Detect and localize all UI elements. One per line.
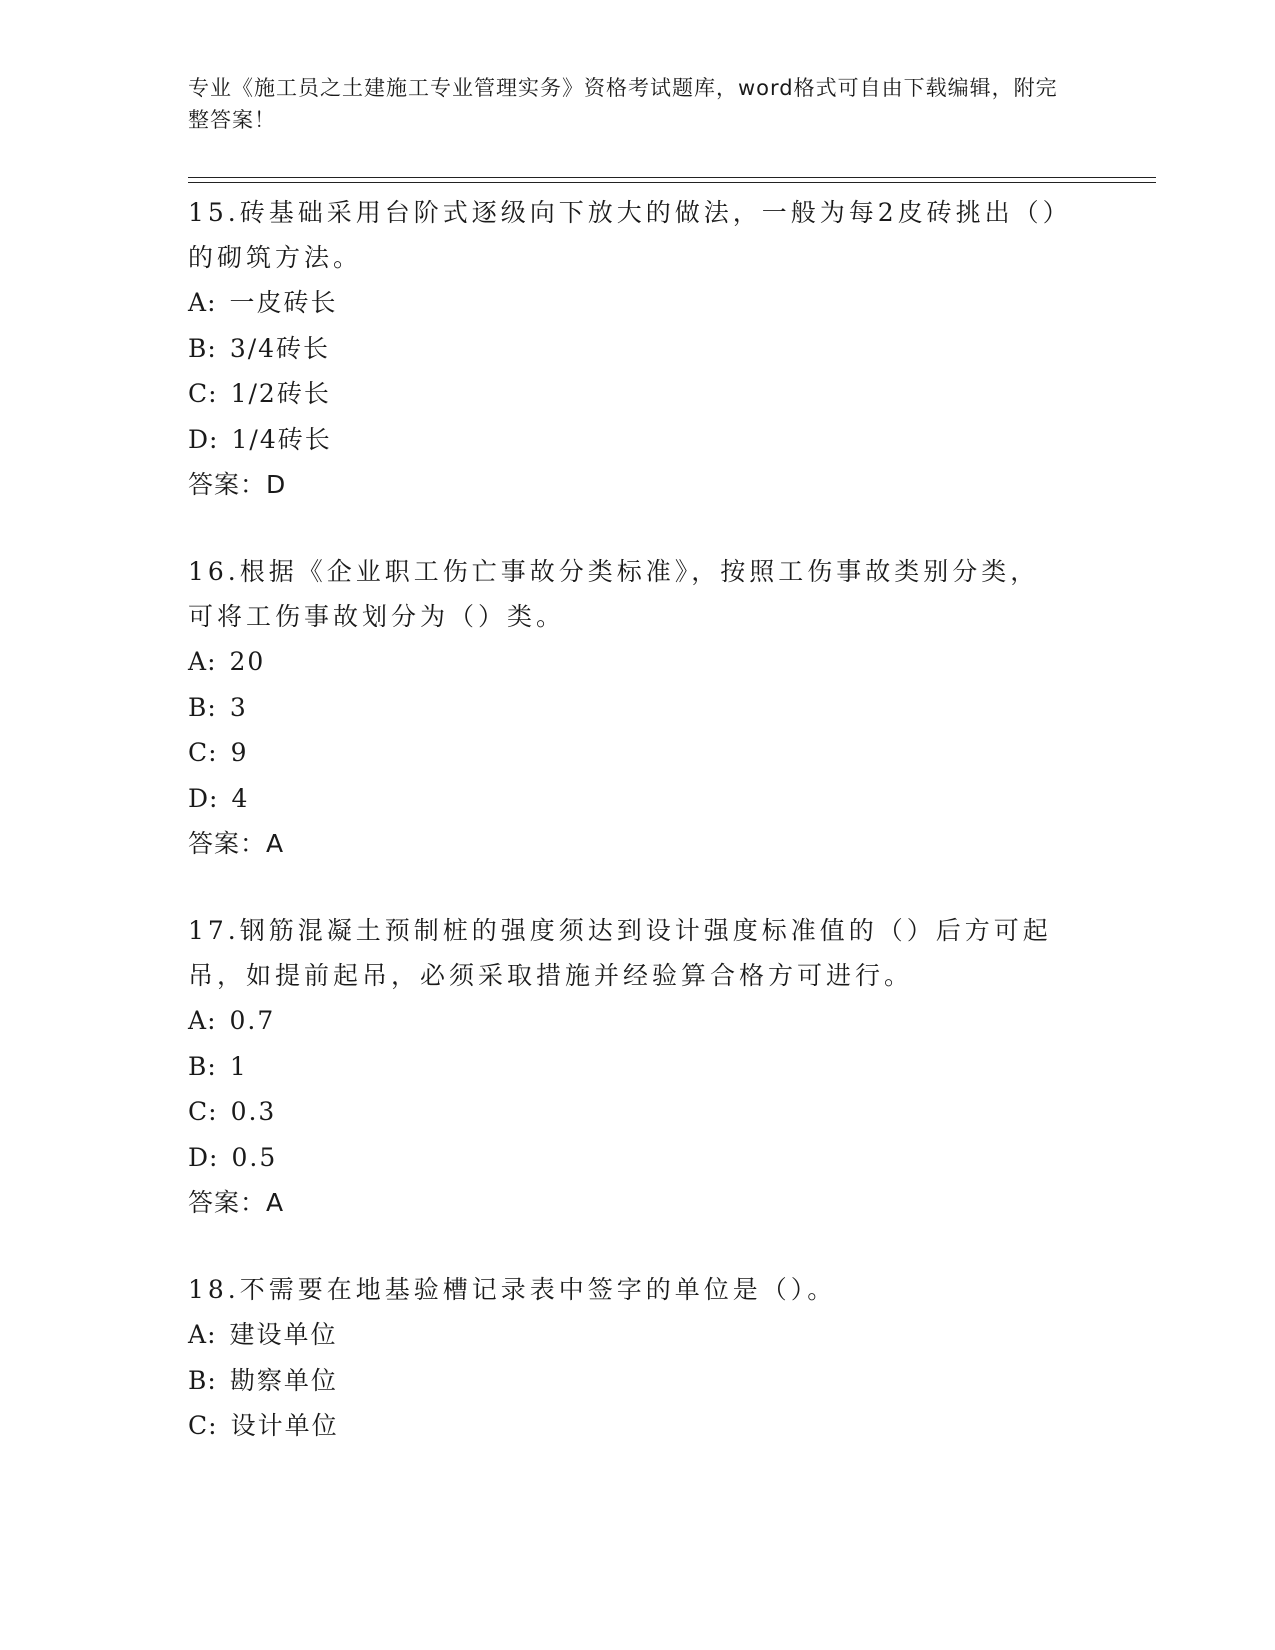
- option-d: [188, 776, 1088, 822]
- question-block: [188, 1267, 1088, 1449]
- question-spacer: [188, 1225, 1088, 1267]
- option-c: [188, 730, 1088, 776]
- option-separator: :: [207, 647, 218, 676]
- option-separator: :: [207, 1320, 218, 1349]
- option-text: 0.5: [231, 1142, 278, 1172]
- header-divider-top: [188, 177, 1156, 178]
- option-b: [188, 1358, 1088, 1404]
- option-letter: B: [188, 692, 208, 722]
- option-letter: A: [188, 1006, 208, 1035]
- question-block: [188, 549, 1088, 866]
- option-separator: :: [208, 1097, 219, 1126]
- option-letter: C: [188, 379, 209, 408]
- answer-line: 答案：A: [188, 1188, 285, 1217]
- question-block: [188, 190, 1088, 507]
- option-letter: B: [188, 1365, 208, 1395]
- answer-line: 答案：D: [188, 470, 287, 499]
- document-header: 专业《施工员之土建施工专业管理实务》资格考试题库，word格式可自由下载编辑，附完整答案！: [188, 76, 1058, 132]
- option-letter: A: [188, 1320, 208, 1349]
- option-text: 3: [229, 692, 248, 722]
- question-spacer: [188, 507, 1088, 549]
- option-text: 1/4砖长: [231, 424, 332, 454]
- option-d: [188, 1135, 1088, 1181]
- question-text: 18.不需要在地基验槽记录表中签字的单位是（）。: [188, 1275, 837, 1304]
- option-separator: :: [209, 783, 220, 813]
- option-c: [188, 1403, 1088, 1449]
- option-text: 建设单位: [229, 1320, 338, 1349]
- answer-line: 答案：A: [188, 829, 285, 858]
- option-b: [188, 1044, 1088, 1090]
- option-text: 4: [231, 783, 250, 813]
- question-text: 17.钢筋混凝土预制桩的强度须达到设计强度标准值的（）后方可起吊，如提前起吊，必须采取措施并经验算合格方可进行。: [188, 916, 1052, 990]
- option-text: 一皮砖长: [229, 288, 338, 317]
- option-text: 1: [229, 1051, 248, 1081]
- option-text: 0.3: [230, 1097, 277, 1126]
- header-divider-bottom: [188, 182, 1156, 183]
- option-separator: :: [208, 379, 219, 408]
- option-text: 0.7: [229, 1006, 276, 1035]
- option-c: [188, 371, 1088, 417]
- option-text: 9: [230, 738, 249, 767]
- option-separator: :: [207, 288, 218, 317]
- option-separator: :: [207, 1365, 218, 1395]
- option-b: [188, 326, 1088, 372]
- option-letter: B: [188, 333, 208, 363]
- question-text: 16.根据《企业职工伤亡事故分类标准》，按照工伤事故类别分类，可将工伤事故划分为（）类。: [188, 557, 1040, 631]
- question-spacer: [188, 866, 1088, 908]
- option-c: [188, 1089, 1088, 1135]
- option-letter: D: [188, 1142, 210, 1172]
- option-separator: :: [208, 1411, 219, 1440]
- option-a: [188, 280, 1088, 326]
- option-separator: :: [207, 692, 218, 722]
- option-letter: D: [188, 424, 210, 454]
- option-a: [188, 639, 1088, 685]
- option-letter: B: [188, 1051, 208, 1081]
- option-d: [188, 417, 1088, 463]
- option-a: [188, 998, 1088, 1044]
- option-text: 勘察单位: [229, 1365, 338, 1395]
- option-letter: C: [188, 738, 209, 767]
- option-letter: D: [188, 783, 210, 813]
- option-letter: A: [188, 288, 208, 317]
- option-separator: :: [209, 424, 220, 454]
- option-letter: C: [188, 1411, 209, 1440]
- option-separator: :: [207, 1051, 218, 1081]
- option-b: [188, 685, 1088, 731]
- question-list: [188, 190, 1088, 1449]
- option-letter: C: [188, 1097, 209, 1126]
- question-block: [188, 908, 1088, 1225]
- option-a: [188, 1312, 1088, 1358]
- option-text: 设计单位: [230, 1411, 339, 1440]
- option-text: 3/4砖长: [229, 333, 331, 363]
- option-separator: :: [207, 333, 218, 363]
- option-separator: :: [207, 1006, 218, 1035]
- option-text: 20: [229, 647, 266, 676]
- option-separator: :: [208, 738, 219, 767]
- option-letter: A: [188, 647, 208, 676]
- option-separator: :: [209, 1142, 220, 1172]
- question-text: 15.砖基础采用台阶式逐级向下放大的做法，一般为每2皮砖挑出（）的砌筑方法。: [188, 198, 1060, 272]
- option-text: 1/2砖长: [230, 379, 331, 408]
